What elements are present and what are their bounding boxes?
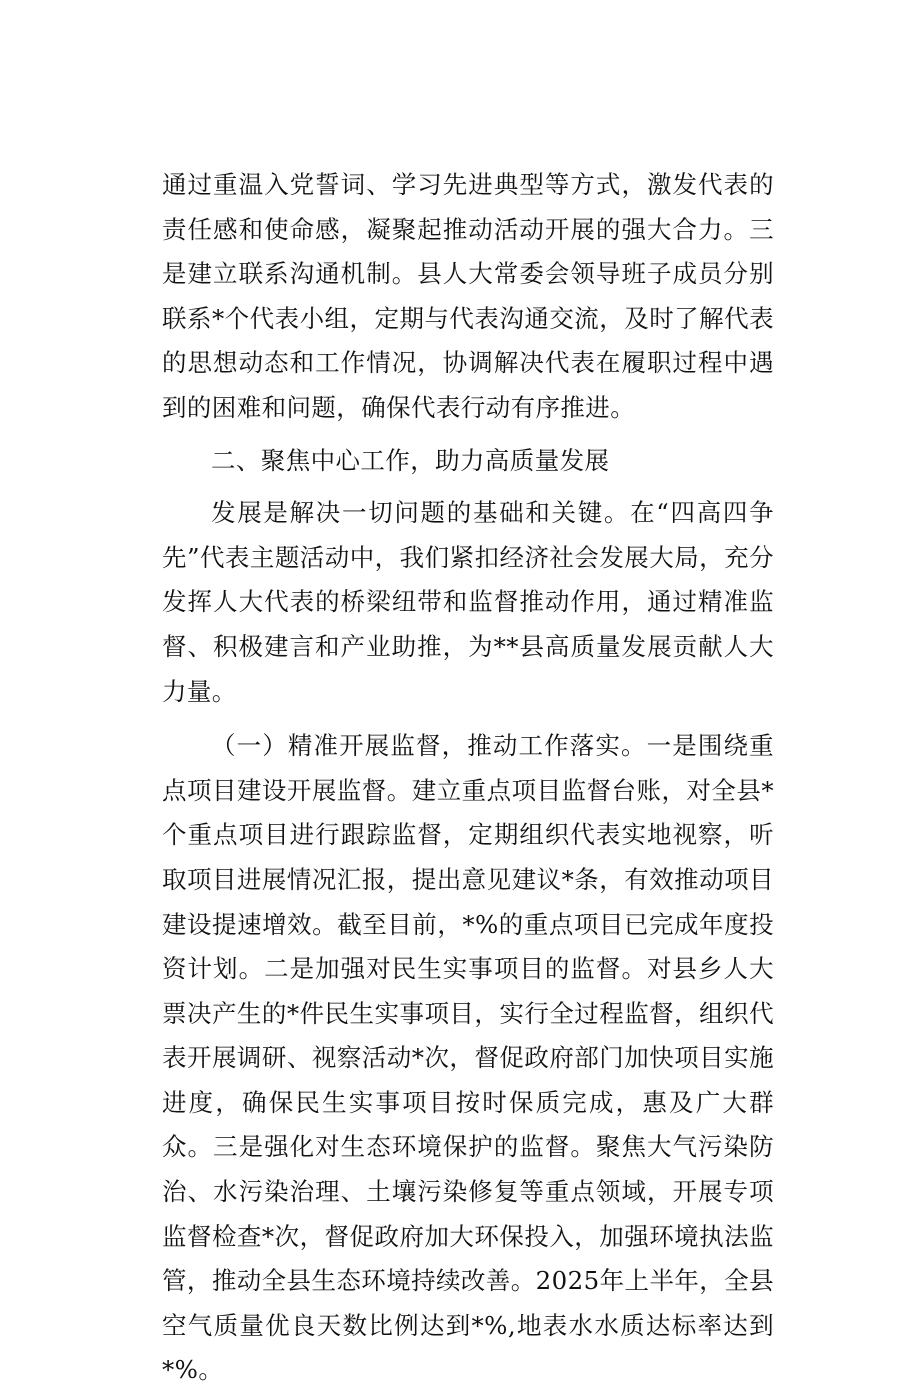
section-heading: 二、聚焦中心工作，助力高质量发展 xyxy=(211,445,610,475)
document-body xyxy=(162,163,774,1393)
paragraph-supervision: （一）精准开展监督，推动工作落实。一是围绕重点项目建设开展监督。建立重点项目监督台账，对全县*个重点项目进行跟踪监督，定期组织代表实地视察，听取项目进展情况汇报，提出意见建议*条，有效推动项目建设提速增效。截至目前，*%的重点项目已完成年度投资计划。二是加强对民生实事项目的监督。对县乡人大票决产生的*件民生实事项目，实行全过程监督，组织代表开展调研、视察活动*次，督促政府部门加快项目实施进度，确保民生实事项目按时保质完成，惠及广大群众。三是强化对生态环境保护的监督。聚焦大气污染防治、水污染治理、土壤污染修复等重点领域，开展专项监督检查*次，督促政府加大环保投入，加强环境执法监管，推动全县生态环境持续改善。2025年上半年，全县空气质量优良天数比例达到*%,地表水水质达标率达到*%。 xyxy=(162,731,774,1385)
paragraph-development: 发展是解决一切问题的基础和关键。在“四高四争先”代表主题活动中，我们紧扣经济社会发展大局，充分发挥人大代表的桥梁纽带和监督推动作用，通过精准监督、积极建言和产业助推，为**县高质量发展贡献人大力量。 xyxy=(162,498,774,706)
paragraph-continued: 通过重温入党誓词、学习先进典型等方式，激发代表的责任感和使命感，凝聚起推动活动开展的强大合力。三是建立联系沟通机制。县人大常委会领导班子成员分别联系*个代表小组，定期与代表沟通交流，及时了解代表的思想动态和工作情况，协调解决代表在履职过程中遇到的困难和问题，确保代表行动有序推进。 xyxy=(162,170,774,422)
